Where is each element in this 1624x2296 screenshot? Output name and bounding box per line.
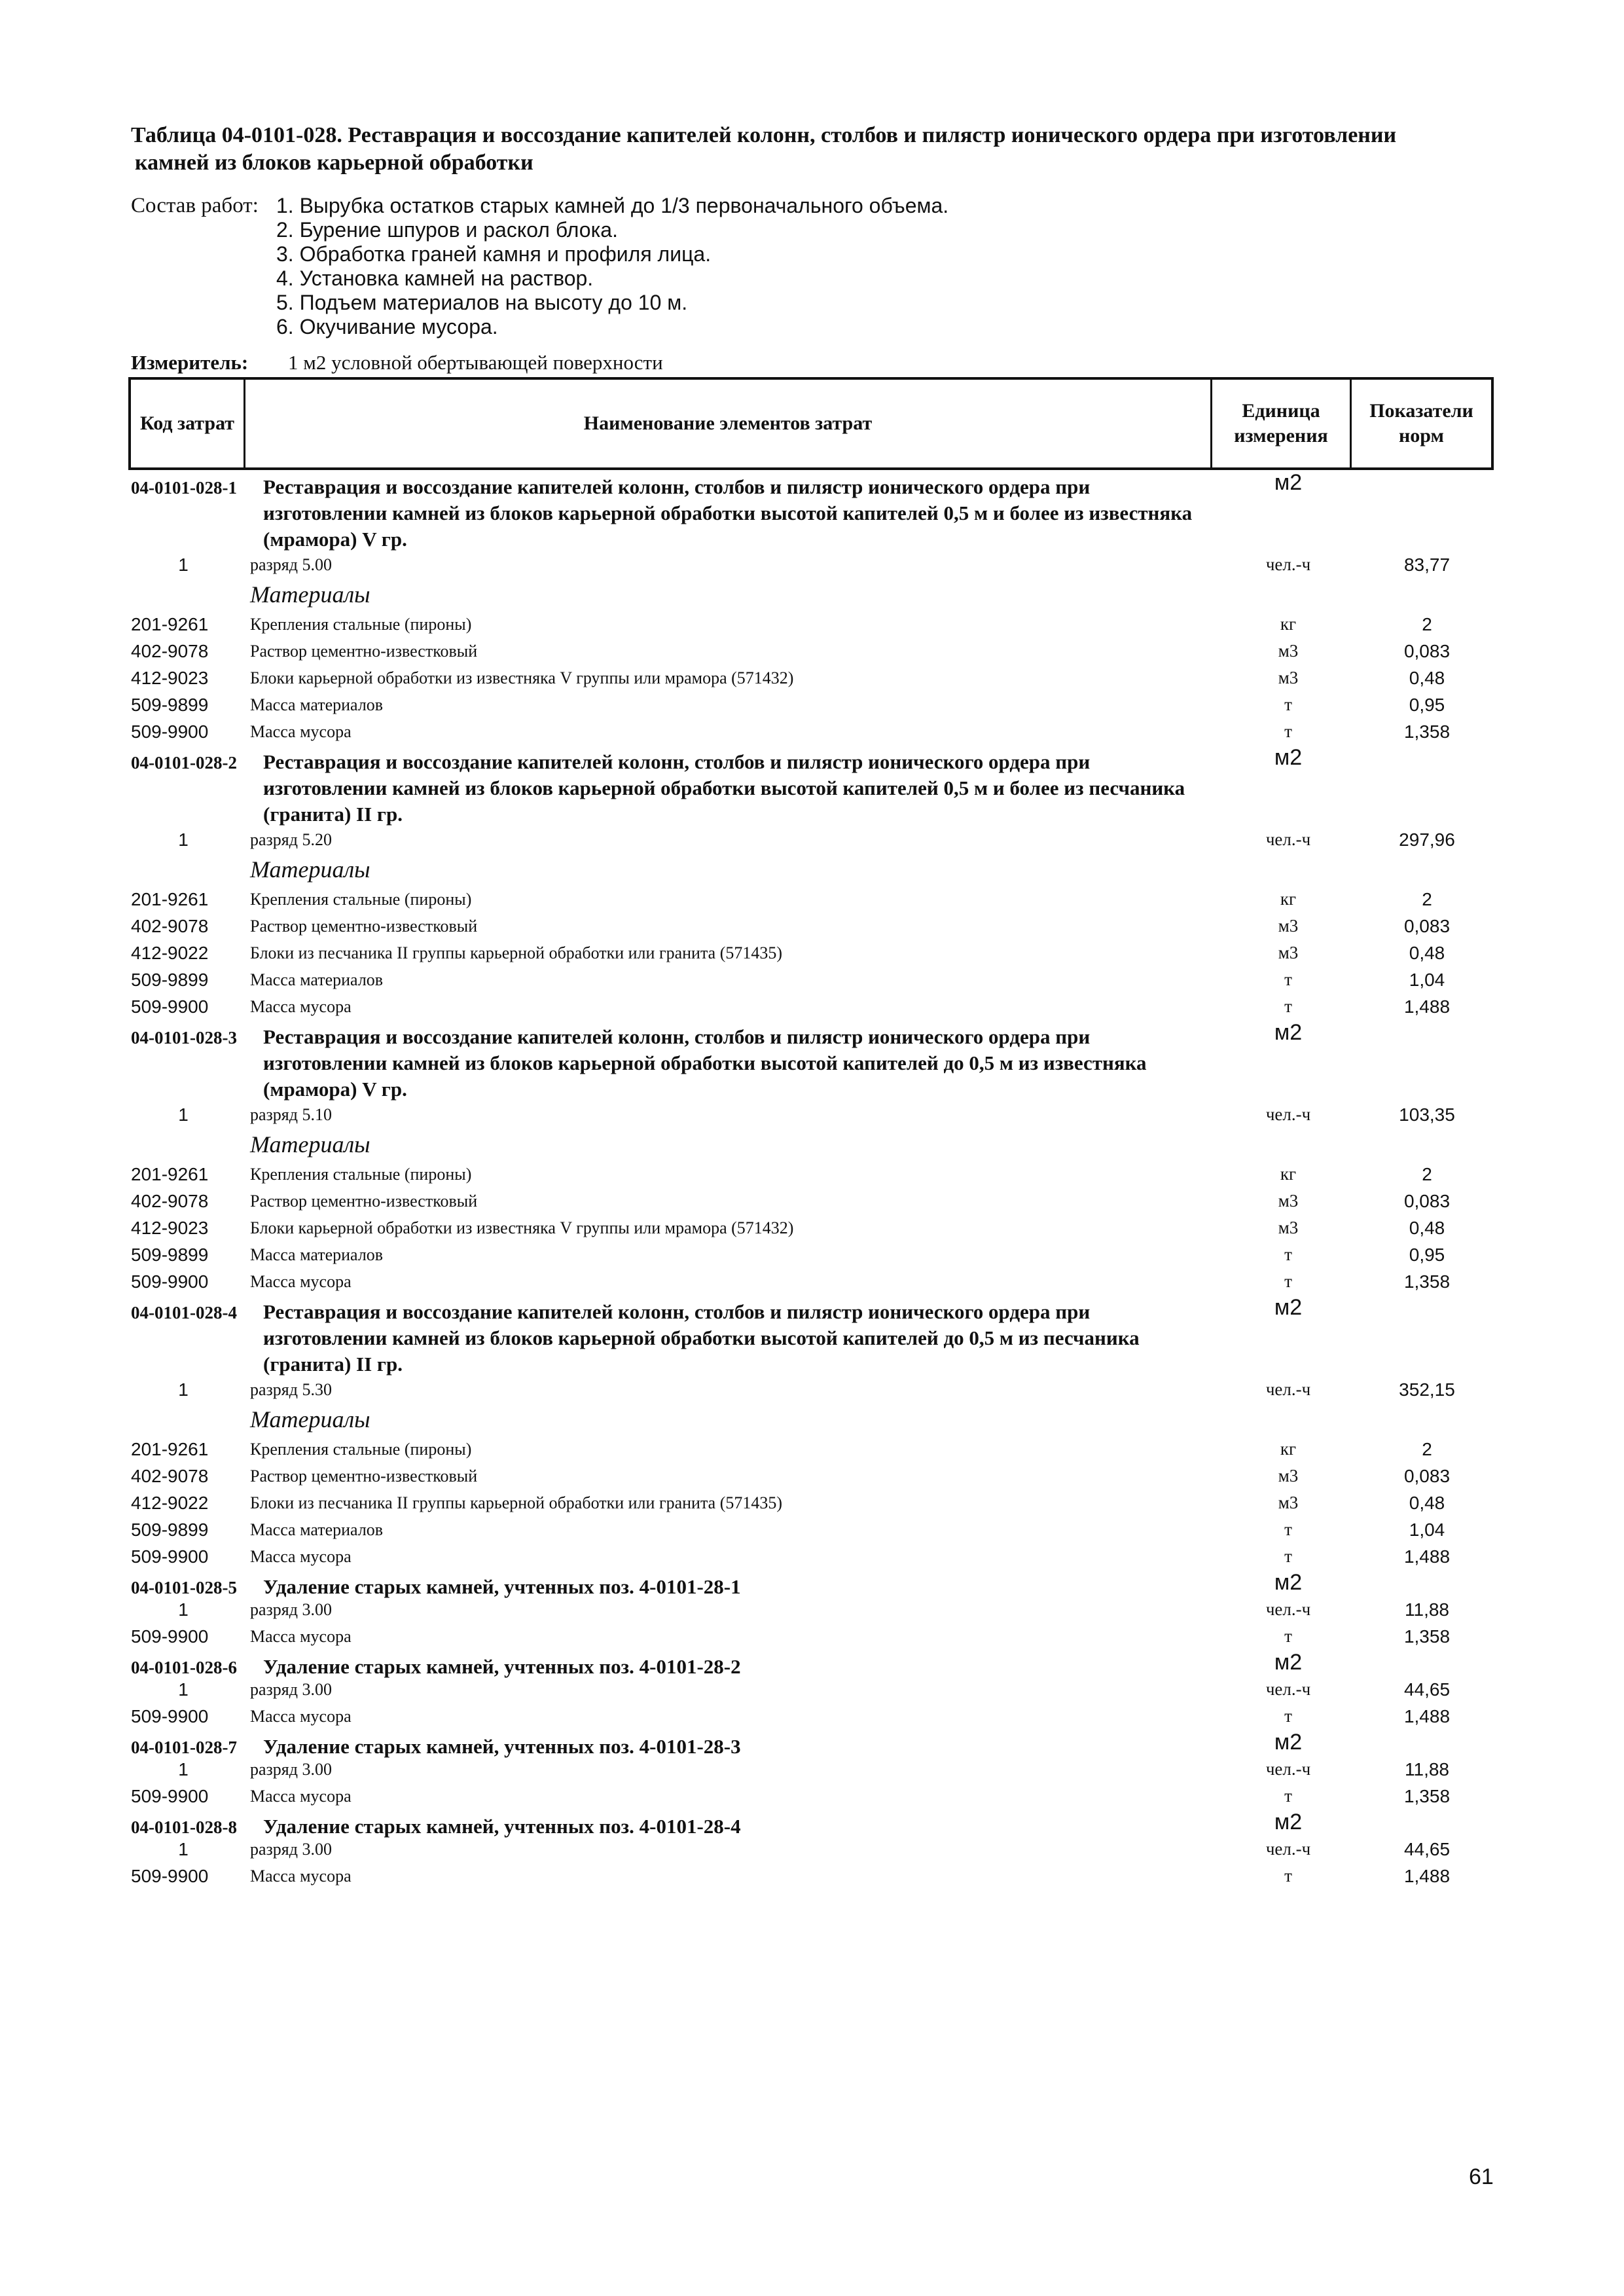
cost-element-name: Удаление старых камней, учтенных поз. 4-0101-28-1: [263, 1575, 741, 1598]
unit-of-measure: м3: [1278, 1218, 1299, 1237]
unit-of-measure: чел.-ч: [1265, 1379, 1311, 1399]
cost-code: 04-0101-028-3: [131, 1028, 237, 1048]
cost-element-name: Раствор цементно-известковый: [250, 917, 478, 936]
norm-value: 0,48: [1409, 1493, 1445, 1513]
header-code: Код затрат: [139, 412, 235, 434]
norm-value: 44,65: [1403, 1839, 1451, 1859]
cost-code: 402-9078: [131, 1466, 209, 1486]
table-item-row: [0, 691, 1624, 718]
cost-code: 412-9022: [131, 943, 209, 963]
table-group-row: [0, 1295, 1624, 1376]
norm-value: 0,48: [1409, 943, 1445, 963]
table-item-row: [0, 665, 1624, 691]
cost-code: 509-9900: [131, 996, 209, 1017]
cost-element-name: Масса мусора: [250, 722, 352, 741]
table-section-row: [0, 1128, 1624, 1161]
work-composition-list: [276, 194, 948, 339]
unit-of-measure: м3: [1278, 916, 1299, 936]
cost-code: 509-9900: [131, 1706, 209, 1726]
unit-of-measure: чел.-ч: [1265, 1839, 1311, 1859]
table-item-row: [0, 1214, 1624, 1241]
cost-element-name: Блоки карьерной обработки из известняка V группы или мрамора (571432): [250, 668, 794, 687]
cost-code: 402-9078: [131, 916, 209, 936]
norm-value: 1,488: [1403, 1546, 1451, 1567]
table-group-row: [0, 1020, 1624, 1101]
table-item-row: [0, 638, 1624, 665]
table-title-line-2: камней из блоков карьерной обработки: [135, 151, 533, 175]
cost-element-name: разряд 3.00: [250, 1760, 332, 1779]
unit-of-measure: т: [1284, 1271, 1292, 1291]
cost-code: 412-9023: [131, 1218, 209, 1238]
cost-element-name: Масса мусора: [250, 1787, 352, 1806]
unit-of-measure: т: [1284, 1866, 1292, 1886]
unit-of-measure: м3: [1278, 1191, 1299, 1211]
cost-element-name: Масса мусора: [250, 1867, 352, 1886]
table-item-row: [0, 1516, 1624, 1543]
norm-value: 2: [1422, 1439, 1432, 1459]
unit-of-measure: м3: [1278, 641, 1299, 661]
unit-of-measure: чел.-ч: [1265, 829, 1311, 849]
cost-code: 1: [178, 1679, 189, 1700]
table-group-row: [0, 1730, 1624, 1756]
unit-of-measure: м2: [1274, 470, 1303, 495]
cost-element-name: Материалы: [250, 1406, 370, 1432]
norm-value: 0,083: [1403, 1466, 1451, 1486]
work-composition-item: 5. Подъем материалов на высоту до 10 м.: [276, 291, 688, 314]
cost-code: 509-9899: [131, 1245, 209, 1265]
cost-code: 04-0101-028-4: [131, 1303, 237, 1322]
header-name: Наименование элементов затрат: [583, 412, 873, 434]
cost-code: 402-9078: [131, 641, 209, 661]
cost-element-name: Блоки карьерной обработки из известняка V группы или мрамора (571432): [250, 1218, 794, 1237]
unit-of-measure: м3: [1278, 943, 1299, 962]
table-title: [131, 122, 1519, 177]
unit-of-measure: чел.-ч: [1265, 1104, 1311, 1124]
table-item-row: [0, 1623, 1624, 1650]
cost-element-name: разряд 5.10: [250, 1105, 332, 1124]
work-composition-item: 1. Вырубка остатков старых камней до 1/3 первоначального объема.: [276, 194, 949, 217]
norm-value: 0,083: [1403, 916, 1451, 936]
page-number: 61: [1469, 2164, 1494, 2189]
cost-code: 04-0101-028-7: [131, 1738, 237, 1757]
norm-value: 11,88: [1405, 1759, 1449, 1779]
cost-element-name: разряд 3.00: [250, 1680, 332, 1699]
unit-of-measure: м3: [1278, 1493, 1299, 1512]
table-item-row: [0, 1436, 1624, 1463]
work-composition-item: 2. Бурение шпуров и раскол блока.: [276, 218, 618, 242]
cost-code: 509-9899: [131, 1520, 209, 1540]
table-item-row: [0, 718, 1624, 745]
cost-element-name: разряд 3.00: [250, 1840, 332, 1859]
table-group-row: [0, 470, 1624, 551]
unit-of-measure: м2: [1274, 1650, 1303, 1675]
norm-value: 1,488: [1403, 1706, 1451, 1726]
norm-value: 11,88: [1405, 1599, 1449, 1620]
cost-element-name: разряд 5.30: [250, 1380, 332, 1399]
cost-code: 1: [178, 1599, 189, 1620]
measurer: [131, 351, 663, 374]
unit-of-measure: м2: [1274, 1570, 1303, 1595]
cost-code: 201-9261: [131, 1439, 209, 1459]
unit-of-measure: кг: [1280, 1439, 1297, 1459]
unit-of-measure: чел.-ч: [1265, 555, 1311, 574]
norm-value: 297,96: [1399, 829, 1455, 850]
cost-element-name: Крепления стальные (пироны): [250, 1440, 472, 1459]
cost-code: 201-9261: [131, 1164, 209, 1184]
norm-value: 0,95: [1409, 695, 1445, 715]
norm-value: 83,77: [1403, 555, 1451, 575]
cost-element-name: Масса материалов: [250, 695, 384, 714]
cost-element-name: Материалы: [250, 856, 370, 883]
cost-element-name: Материалы: [250, 581, 370, 608]
table-item-row: [0, 611, 1624, 638]
norm-value: 1,358: [1403, 1786, 1451, 1806]
cost-code: 1: [178, 1839, 189, 1859]
cost-code: 509-9900: [131, 721, 209, 742]
cost-code: 412-9023: [131, 668, 209, 688]
norm-value: 0,95: [1409, 1245, 1445, 1265]
cost-element-name: Раствор цементно-известковый: [250, 642, 478, 661]
cost-element-name: Материалы: [250, 1131, 370, 1157]
unit-of-measure: м3: [1278, 1466, 1299, 1485]
unit-of-measure: м2: [1274, 1810, 1303, 1834]
cost-code: 1: [178, 1759, 189, 1779]
cost-element-name: Крепления стальные (пироны): [250, 890, 472, 909]
cost-element-name: Реставрация и воссоздание капителей колонн, столбов и пилястр ионического ордера при изготовлении камней из блоков карьерной обработки высотой капителей 0,5 м и более из известняка (мрамора) V гр.: [263, 475, 1193, 551]
cost-code: 1: [178, 1379, 189, 1400]
cost-code: 509-9899: [131, 970, 209, 990]
cost-element-name: Раствор цементно-известковый: [250, 1192, 478, 1211]
unit-of-measure: м2: [1274, 1295, 1303, 1320]
cost-code: 509-9900: [131, 1626, 209, 1647]
table-title-line-1: Таблица 04-0101-028. Реставрация и воссоздание капителей колонн, столбов и пилястр ионического ордера при изготовлении: [131, 123, 1397, 147]
header-norm: Показатели норм: [1369, 400, 1473, 446]
table-section-row: [0, 1403, 1624, 1436]
norm-value: 1,358: [1403, 1271, 1451, 1292]
unit-of-measure: т: [1284, 996, 1292, 1016]
cost-element-name: разряд 3.00: [250, 1600, 332, 1619]
table-item-row: [0, 1101, 1624, 1128]
cost-code: 509-9899: [131, 695, 209, 715]
cost-element-name: Блоки из песчаника II группы карьерной обработки или гранита (571435): [250, 1493, 783, 1512]
cost-code: 402-9078: [131, 1191, 209, 1211]
table-item-row: [0, 1463, 1624, 1489]
measurer-value: 1 м2 условной обертывающей поверхности: [288, 351, 663, 374]
cost-element-name: Удаление старых камней, учтенных поз. 4-0101-28-4: [263, 1815, 741, 1838]
table-item-row: [0, 551, 1624, 578]
unit-of-measure: т: [1284, 1706, 1292, 1726]
cost-code: 201-9261: [131, 614, 209, 634]
table-section-row: [0, 853, 1624, 886]
norm-value: 1,04: [1409, 1520, 1445, 1540]
norm-value: 0,48: [1409, 1218, 1445, 1238]
unit-of-measure: т: [1284, 1786, 1292, 1806]
unit-of-measure: т: [1284, 721, 1292, 741]
table-item-row: [0, 1863, 1624, 1889]
norm-value: 0,083: [1403, 641, 1451, 661]
unit-of-measure: т: [1284, 970, 1292, 989]
table-item-row: [0, 1703, 1624, 1730]
cost-code: 509-9900: [131, 1786, 209, 1806]
table-item-row: [0, 1836, 1624, 1863]
cost-code: 509-9900: [131, 1271, 209, 1292]
cost-code: 04-0101-028-2: [131, 753, 237, 773]
cost-code: 1: [178, 829, 189, 850]
table-section-row: [0, 578, 1624, 611]
cost-element-name: Масса мусора: [250, 997, 352, 1016]
unit-of-measure: чел.-ч: [1265, 1599, 1311, 1619]
table-group-row: [0, 1810, 1624, 1836]
norm-value: 1,04: [1409, 970, 1445, 990]
header-unit: Единица измерения: [1234, 400, 1328, 446]
cost-element-name: Масса материалов: [250, 1520, 384, 1539]
norm-value: 1,488: [1403, 996, 1451, 1017]
norms-table-body: [0, 470, 1624, 1889]
unit-of-measure: т: [1284, 1546, 1292, 1566]
cost-code: 04-0101-028-5: [131, 1578, 237, 1597]
work-composition-item: 4. Установка камней на раствор.: [276, 266, 594, 290]
norm-value: 2: [1422, 889, 1432, 909]
norm-value: 103,35: [1399, 1104, 1455, 1125]
unit-of-measure: чел.-ч: [1265, 1759, 1311, 1779]
cost-element-name: Крепления стальные (пироны): [250, 1165, 472, 1184]
cost-element-name: Реставрация и воссоздание капителей колонн, столбов и пилястр ионического ордера при изготовлении камней из блоков карьерной обработки высотой капителей до 0,5 м из песчаника (гранита) II гр.: [263, 1300, 1140, 1376]
table-item-row: [0, 1756, 1624, 1783]
table-item-row: [0, 1676, 1624, 1703]
cost-code: 509-9900: [131, 1866, 209, 1886]
table-item-row: [0, 1268, 1624, 1295]
norm-value: 352,15: [1399, 1379, 1455, 1400]
cost-code: 04-0101-028-1: [131, 478, 237, 498]
table-item-row: [0, 826, 1624, 853]
cost-code: 201-9261: [131, 889, 209, 909]
table-group-row: [0, 745, 1624, 826]
cost-code: 04-0101-028-8: [131, 1817, 237, 1837]
work-composition-item: 6. Окучивание мусора.: [276, 315, 498, 338]
table-item-row: [0, 1543, 1624, 1570]
norm-value: 1,358: [1403, 721, 1451, 742]
cost-element-name: Масса мусора: [250, 1272, 352, 1291]
unit-of-measure: м2: [1274, 745, 1303, 770]
cost-element-name: Масса мусора: [250, 1707, 352, 1726]
cost-code: 1: [178, 555, 189, 575]
cost-element-name: Удаление старых камней, учтенных поз. 4-0101-28-3: [263, 1735, 741, 1758]
table-item-row: [0, 993, 1624, 1020]
table-item-row: [0, 1376, 1624, 1403]
measurer-label: Измеритель:: [131, 351, 249, 374]
unit-of-measure: т: [1284, 1626, 1292, 1646]
unit-of-measure: чел.-ч: [1265, 1679, 1311, 1699]
table-item-row: [0, 1188, 1624, 1214]
cost-element-name: Раствор цементно-известковый: [250, 1467, 478, 1485]
norm-value: 2: [1422, 614, 1432, 634]
cost-element-name: Крепления стальные (пироны): [250, 615, 472, 634]
cost-code: 04-0101-028-6: [131, 1658, 237, 1677]
work-composition-label: Состав работ:: [131, 194, 259, 217]
norm-value: 1,488: [1403, 1866, 1451, 1886]
cost-element-name: Блоки из песчаника II группы карьерной обработки или гранита (571435): [250, 943, 783, 962]
unit-of-measure: м2: [1274, 1020, 1303, 1045]
cost-code: 509-9900: [131, 1546, 209, 1567]
table-item-row: [0, 1241, 1624, 1268]
unit-of-measure: кг: [1280, 614, 1297, 634]
unit-of-measure: кг: [1280, 889, 1297, 909]
cost-element-name: Масса материалов: [250, 1245, 384, 1264]
table-header: [128, 377, 1494, 470]
unit-of-measure: кг: [1280, 1164, 1297, 1184]
unit-of-measure: т: [1284, 1520, 1292, 1539]
cost-element-name: Масса мусора: [250, 1547, 352, 1566]
cost-element-name: разряд 5.00: [250, 555, 332, 574]
norm-value: 0,48: [1409, 668, 1445, 688]
norm-value: 0,083: [1403, 1191, 1451, 1211]
table-group-row: [0, 1570, 1624, 1596]
norm-value: 1,358: [1403, 1626, 1451, 1647]
table-item-row: [0, 1489, 1624, 1516]
cost-element-name: Реставрация и воссоздание капителей колонн, столбов и пилястр ионического ордера при изготовлении камней из блоков карьерной обработки высотой капителей 0,5 м и более из песчаника (гранита) II гр.: [263, 750, 1185, 826]
cost-element-name: Масса материалов: [250, 970, 384, 989]
cost-element-name: Масса мусора: [250, 1627, 352, 1646]
unit-of-measure: т: [1284, 695, 1292, 714]
table-item-row: [0, 913, 1624, 939]
unit-of-measure: м3: [1278, 668, 1299, 687]
table-item-row: [0, 886, 1624, 913]
cost-element-name: разряд 5.20: [250, 830, 332, 849]
unit-of-measure: м2: [1274, 1730, 1303, 1755]
cost-code: 1: [178, 1104, 189, 1125]
cost-code: 412-9022: [131, 1493, 209, 1513]
table-item-row: [0, 939, 1624, 966]
table-item-row: [0, 1161, 1624, 1188]
cost-element-name: Реставрация и воссоздание капителей колонн, столбов и пилястр ионического ордера при изготовлении камней из блоков карьерной обработки высотой капителей до 0,5 м из известняка (мрамора) V гр.: [263, 1025, 1147, 1101]
table-item-row: [0, 966, 1624, 993]
unit-of-measure: т: [1284, 1245, 1292, 1264]
norm-value: 2: [1422, 1164, 1432, 1184]
norm-value: 44,65: [1403, 1679, 1451, 1700]
cost-element-name: Удаление старых камней, учтенных поз. 4-0101-28-2: [263, 1655, 741, 1678]
table-group-row: [0, 1650, 1624, 1676]
table-item-row: [0, 1783, 1624, 1810]
table-item-row: [0, 1596, 1624, 1623]
work-composition-item: 3. Обработка граней камня и профиля лица.: [276, 242, 712, 266]
